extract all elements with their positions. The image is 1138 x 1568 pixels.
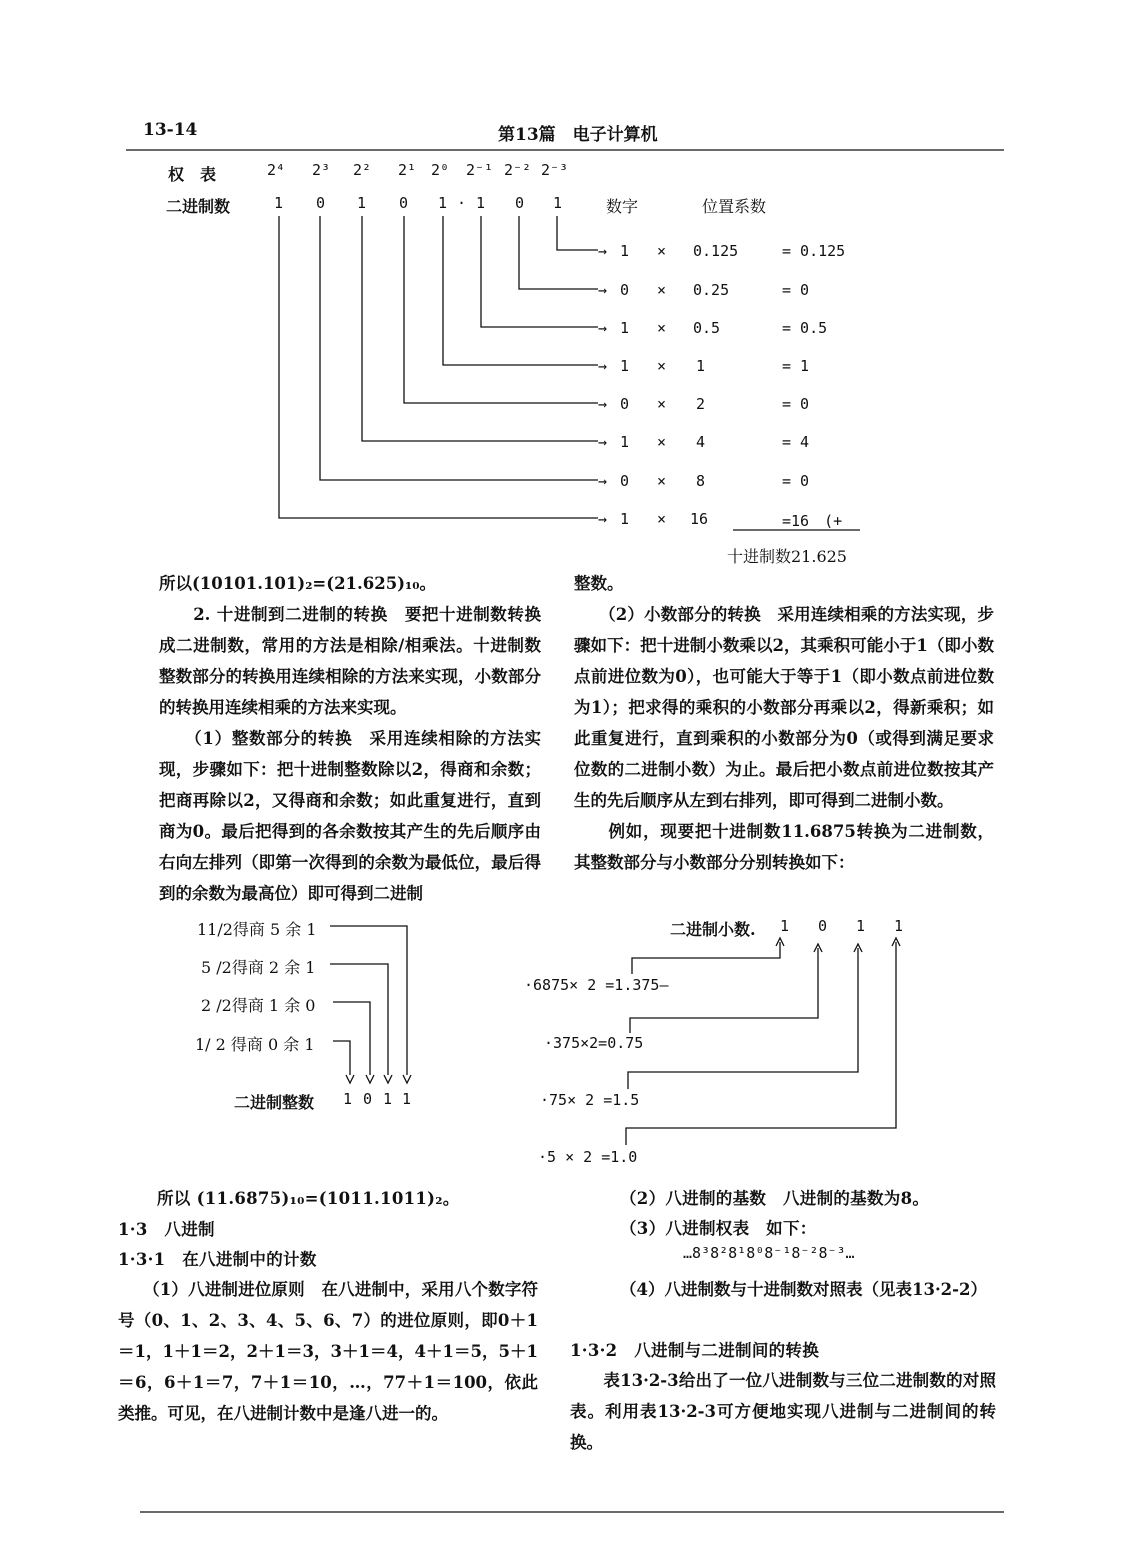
weights-row-label: 权 表 (168, 165, 217, 184)
binary-point: · (457, 194, 467, 212)
row-product: = 0 (782, 472, 810, 490)
arrow-head: → (598, 433, 608, 451)
arrow-head: → (598, 319, 608, 337)
column-header-coefficient: 位置系数 (702, 197, 767, 216)
power-label: 2² (353, 161, 372, 179)
power-label: 2⁻² (504, 161, 532, 179)
row-coefficient: 0.25 (693, 281, 730, 299)
binary-digit: 1 (357, 194, 367, 212)
row-digit: 1 (620, 510, 630, 528)
row-digit: 1 (620, 357, 630, 375)
octal-weights: …8³8²8¹8⁰8⁻¹8⁻²8⁻³… (683, 1244, 855, 1262)
octal-base-item: （2）八进制的基数 八进制的基数为8。 (620, 1189, 930, 1208)
section-title: 第13篇 电子计算机 (498, 125, 658, 145)
section-heading-1-3-2: 1·3·2 八进制与二进制间的转换 (570, 1341, 820, 1360)
octal-table-item (576, 1274, 996, 1305)
row-coefficient: 0.125 (693, 242, 739, 260)
row-times: × (657, 510, 667, 528)
row-coefficient: 1 (696, 357, 706, 375)
power-label: 2⁰ (431, 161, 450, 179)
arrow-head: → (598, 472, 608, 490)
paragraph: 例如，现要把十进制数11.6875转换为二进制数，其整数部分与小数部分分别转换如下： (574, 822, 994, 872)
multiplication-step: ·75× 2 =1.5 (540, 1091, 640, 1109)
row-coefficient: 2 (696, 395, 706, 413)
row-coefficient: 8 (696, 472, 706, 490)
row-product: = 0.125 (782, 242, 846, 260)
paragraph: 表13·2-3给出了一位八进制数与三位二进制数的对照表。利用表13·2-3可方便地实现八进制与二进制间的转换。 (570, 1371, 996, 1452)
paragraph: 所以(10101.101)₂=(21.625)₁₀。 (159, 574, 436, 593)
binary-integer-label: 二进制整数 (234, 1093, 315, 1112)
arrow-head: → (598, 357, 608, 375)
result-digit: 1 (894, 917, 904, 935)
row-times: × (657, 242, 667, 260)
paragraph: （4）八进制数与十进制数对照表（见表13·2-2） (620, 1280, 987, 1299)
power-label: 2⁻³ (541, 161, 569, 179)
row-times: × (657, 319, 667, 337)
row-times: × (657, 433, 667, 451)
row-coefficient: 16 (690, 510, 709, 528)
multiplication-step: ·5 × 2 =1.0 (538, 1148, 638, 1166)
row-digit: 0 (620, 395, 630, 413)
arrow-head: → (598, 242, 608, 260)
paragraph: （1）整数部分的转换 采用连续相除的方法实现，步骤如下：把十进制整数除以2，得商和余数；把商再除以2，又得商和余数；如此重复进行，直到商为0。最后把得到的各余数按其产生的先后顺序由右向左排列（即第一次得到的余数为最低位，最后得到的余数为最高位）即可得到二进制 (159, 729, 541, 903)
multiplication-step: ·6875× 2 =1.375— (524, 976, 669, 994)
row-digit: 1 (620, 319, 630, 337)
binary-digit: 1 (553, 194, 563, 212)
binary-digit: 0 (399, 194, 409, 212)
arrow-head: → (598, 281, 608, 299)
right-column-text (574, 568, 994, 878)
result-digit: 0 (818, 917, 828, 935)
row-product: = 1 (782, 357, 810, 375)
binary-digit: 0 (316, 194, 326, 212)
result-digit: 1 (780, 917, 790, 935)
row-times: × (657, 281, 667, 299)
division-step: 11/2得商 5 余 1 (197, 920, 317, 939)
binary-digit: 1 (438, 194, 448, 212)
binary-digit: 0 (515, 194, 525, 212)
row-digit: 0 (620, 281, 630, 299)
power-label: 2⁴ (267, 161, 286, 179)
multiplication-step: ·375×2=0.75 (544, 1034, 644, 1052)
octal-weights-item: （3）八进制权表 如下： (620, 1219, 817, 1238)
row-coefficient: 0.5 (693, 319, 721, 337)
binary-fraction-label: 二进制小数. (670, 920, 756, 939)
row-digit: 1 (620, 242, 630, 260)
section-heading-1-3-1: 1·3·1 在八进制中的计数 (118, 1250, 317, 1269)
power-label: 2¹ (398, 161, 417, 179)
division-step: 5 /2得商 2 余 1 (201, 958, 316, 977)
decimal-result: 十进制数21.625 (727, 547, 847, 566)
row-coefficient: 4 (696, 433, 706, 451)
octal-binary-paragraph (570, 1365, 996, 1458)
power-label: 2⁻¹ (466, 161, 494, 179)
row-times: × (657, 395, 667, 413)
row-product: = 0 (782, 281, 810, 299)
arrow-head: → (598, 510, 608, 528)
result-digit: 0 (363, 1090, 373, 1108)
row-product: = 4 (782, 433, 810, 451)
binary-row-label: 二进制数 (166, 197, 231, 216)
result-digit: 1 (856, 917, 866, 935)
result-digit: 1 (402, 1090, 412, 1108)
paragraph: （2）小数部分的转换 采用连续相乘的方法实现，步骤如下：把十进制小数乘以2，其乘积可能小于1（即小数点前进位数为0），也可能大于等于1（即小数点前进位数为1）；把求得的乘积的小数部分再乘以2，得新乘积；如此重复进行，直到乘积的小数部分为0（或得到满足要求位数的二进制小数）为止。最后把小数点前进位数按其产生的先后顺序从左到右排列，即可得到二进制小数。 (574, 605, 994, 810)
division-step: 1/ 2 得商 0 余 1 (195, 1035, 315, 1054)
paragraph: 整数。 (574, 574, 624, 593)
row-digit: 0 (620, 472, 630, 490)
binary-digit: 1 (476, 194, 486, 212)
power-label: 2³ (312, 161, 331, 179)
conclusion-text: 所以 (11.6875)₁₀=(1011.1011)₂。 (157, 1189, 460, 1208)
binary-digit: 1 (274, 194, 284, 212)
result-digit: 1 (343, 1090, 353, 1108)
arrow-head: → (598, 395, 608, 413)
octal-carry-paragraph (118, 1274, 538, 1429)
row-product: = 0.5 (782, 319, 828, 337)
paragraph: 2. 十进制到二进制的转换 要把十进制数转换成二进制数，常用的方法是相除/相乘法。十进制数整数部分的转换用连续相除的方法来实现，小数部分的转换用连续相乘的方法来实现。 (159, 605, 541, 717)
row-times: × (657, 472, 667, 490)
page-number: 13-14 (143, 120, 198, 140)
row-product: =16 (+ (782, 512, 843, 530)
column-header-digit: 数字 (606, 197, 639, 216)
paragraph: （1）八进制进位原则 在八进制中，采用八个数字符号（0、1、2、3、4、5、6、7）的进位原则，即0＋1＝1，1＋1＝2，2＋1＝3，3＋1＝4，4＋1＝5，5＋1＝6，6＋1＝7，7＋1＝10，…，77＋1＝100，依此类推。可见，在八进制计数中是逢八进一的。 (118, 1280, 538, 1423)
left-column-text (159, 568, 541, 909)
division-step: 2 /2得商 1 余 0 (201, 996, 316, 1015)
row-times: × (657, 357, 667, 375)
row-product: = 0 (782, 395, 810, 413)
row-digit: 1 (620, 433, 630, 451)
section-heading-1-3: 1·3 八进制 (118, 1220, 215, 1239)
result-digit: 1 (383, 1090, 393, 1108)
